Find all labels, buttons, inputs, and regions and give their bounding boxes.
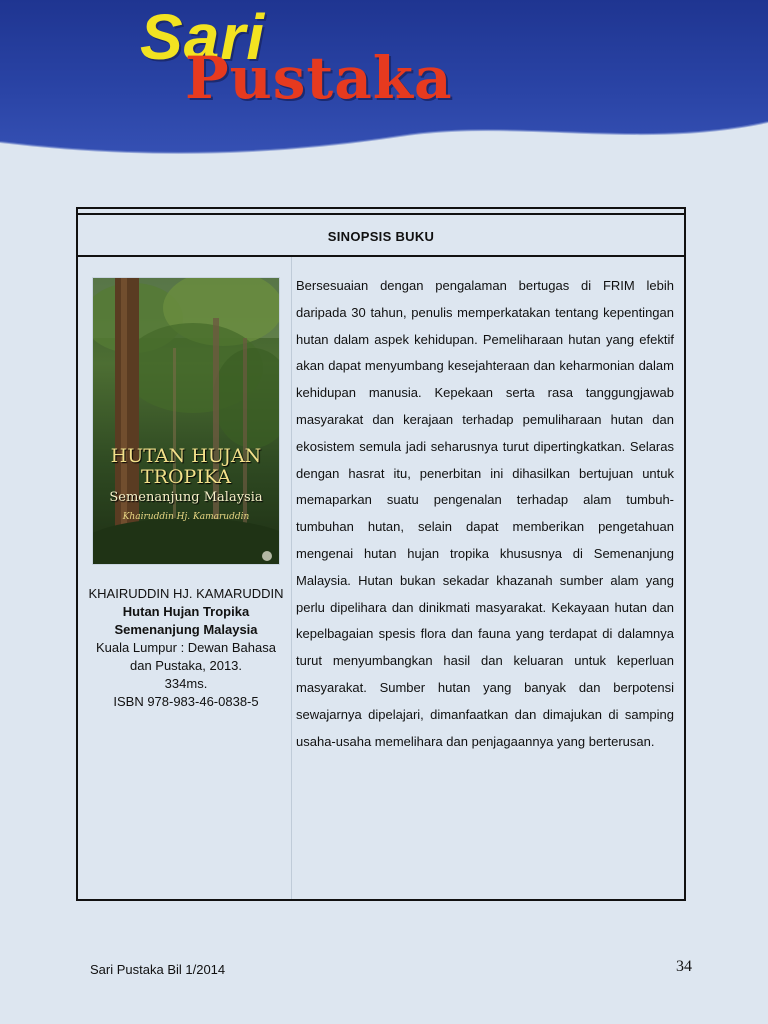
masthead-banner: [0, 0, 768, 165]
logo-word-sari: Sari: [140, 1, 265, 73]
page-number: 34: [676, 958, 692, 975]
logo-word-pustaka: Pustaka: [185, 44, 453, 112]
frame-top-rule: [78, 213, 684, 215]
book-isbn: ISBN 978-983-46-0838-5: [113, 694, 259, 709]
cover-title: HUTAN HUJAN TROPIKA: [110, 445, 262, 488]
book-cover-image: [92, 277, 280, 565]
book-publisher: Kuala Lumpur : Dewan Bahasa dan Pustaka, 2013.: [96, 640, 276, 673]
column-divider: [291, 257, 292, 899]
footer-publication: Sari Pustaka Bil 1/2014: [90, 962, 226, 977]
synopsis-frame: [76, 207, 686, 901]
section-title: SINOPSIS BUKU: [327, 228, 435, 244]
book-author: KHAIRUDDIN HJ. KAMARUDDIN: [88, 586, 284, 601]
book-title: Hutan Hujan Tropika Semenanjung Malaysia: [114, 604, 258, 637]
cover-subtitle: Semenanjung Malaysia: [109, 490, 263, 505]
cover-author: Khairuddin Hj. Kamaruddin: [122, 512, 250, 522]
synopsis-text: Bersesuaian dengan pengalaman bertugas di FRIM lebih daripada 30 tahun, penulis memperkatakan tentang kepentingan hutan dalam aspek kehidupan. Pemeliharaan hutan yang efektif akan dapat menyumbang kesejahteraan dan keharmonian dalam kehidupan manusia. Kepekaan serta rasa tanggungjawab masyarakat dan kerajaan terhadap pemuliharaan hutan dan ekosistem semula jadi seharusnya turut dipertingkatkan. Selaras dengan hasrat itu, penerbitan ini dihasilkan bertujuan untuk memaparkan suatu pengenalan terhadap alam tumbuh-tumbuhan hutan, selain dapat memberikan pengetahuan mengenai hutan hujan tropika khususnya di Semenanjung Malaysia. Hutan bukan sekadar khazanah sumber alam yang perlu dipelihara dan dinikmati masyarakat. Kekayaan hutan dan kepelbagaian spesis flora dan fauna yang terdapat di dalamnya turut menyumbangkan hasil dan keluaran untuk keperluan masyarakat. Sumber hutan yang banyak dan berpotensi sewajarnya dipelajari, dimanfaatkan dan dimajukan di samping usaha-usaha memelihara dan penjagaannya yang berterusan.: [296, 278, 674, 749]
book-pages: 334ms.: [164, 676, 208, 691]
section-header: [78, 217, 684, 257]
bibliographic-info: [86, 585, 286, 711]
